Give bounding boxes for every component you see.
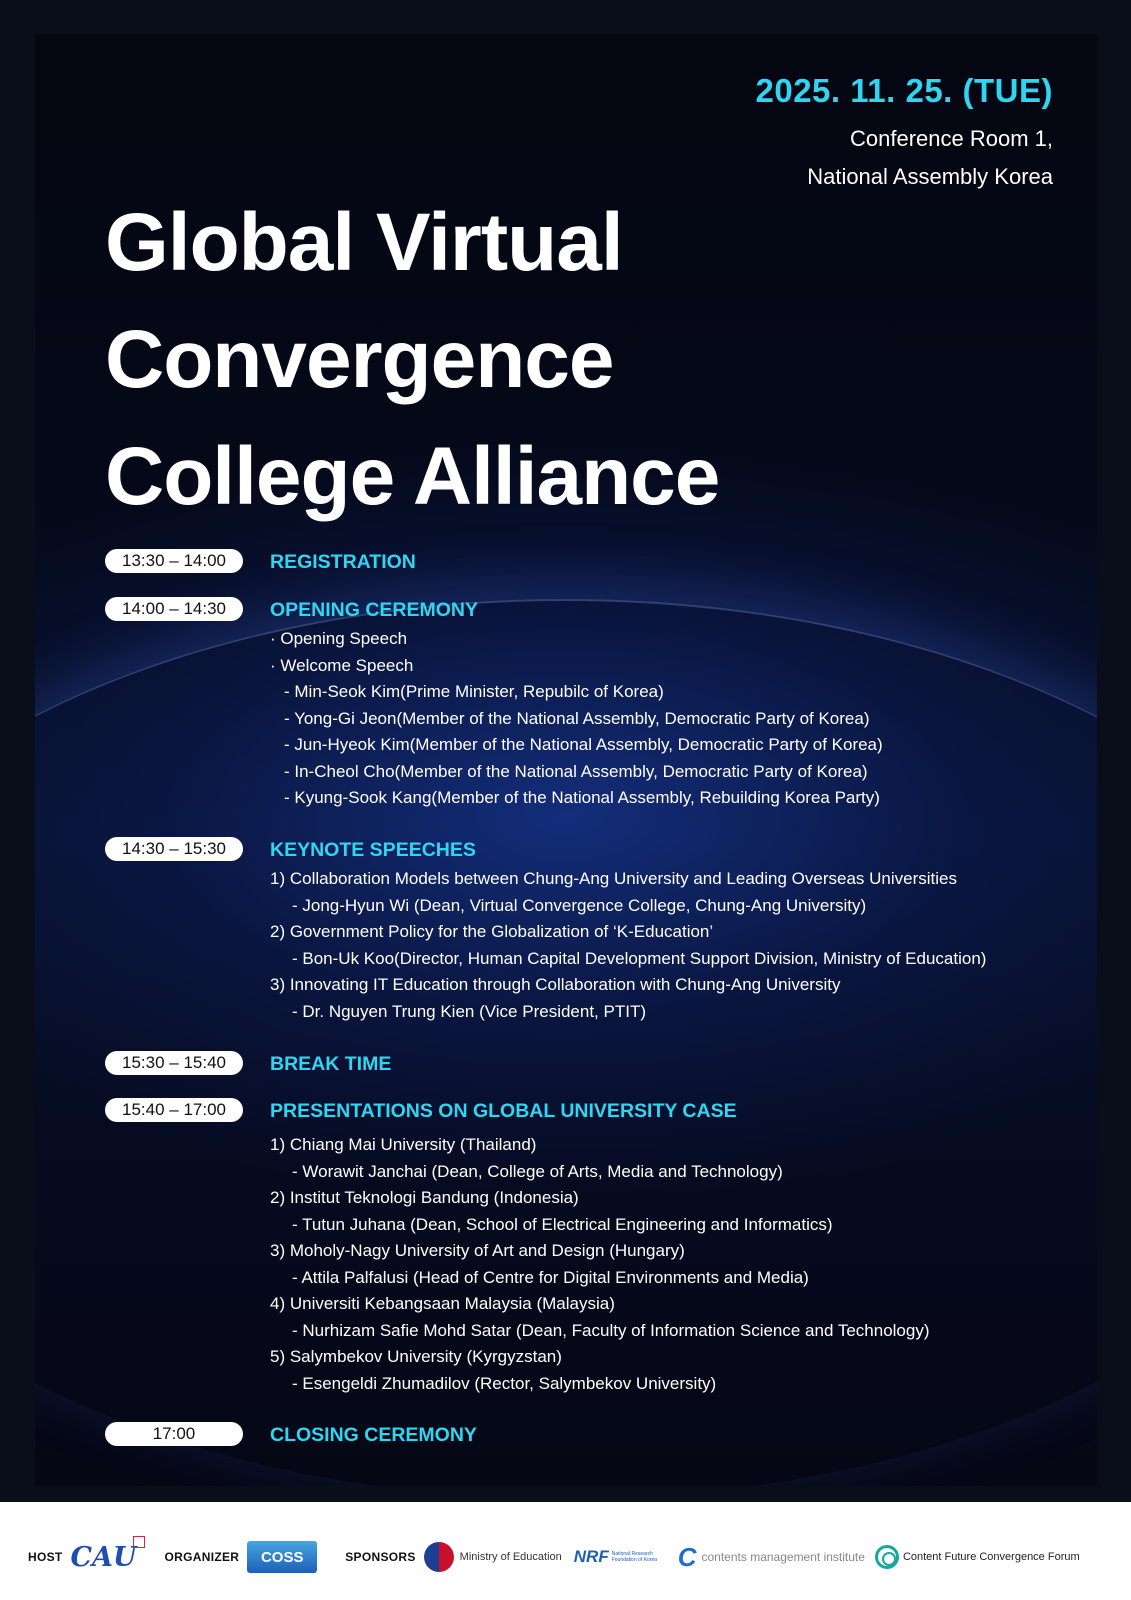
footer-logos [0, 1502, 1131, 1600]
speaker-line: - Jun-Hyeok Kim(Member of the National Assembly, Democratic Party of Korea) [284, 735, 883, 754]
program-line: 4) Universiti Kebangsaan Malaysia (Malaysia) [270, 1294, 615, 1313]
session-title: OPENING CEREMONY [270, 599, 479, 621]
event-venue [807, 120, 1053, 196]
speaker-line: - Yong-Gi Jeon(Member of the National Assembly, Democratic Party of Korea) [284, 708, 870, 728]
organizer-label: ORGANIZER [164, 1550, 240, 1564]
cau-logo-text: CAU [70, 1541, 137, 1573]
cau-logo [71, 1542, 137, 1573]
speaker-line: - Kyung-Sook Kang(Member of the National Assembly, Rebuilding Korea Party) [284, 788, 880, 807]
sponsor-ministry-of-education: Ministry of Education [459, 1551, 562, 1563]
program-line: 1) Chiang Mai University (Thailand) [270, 1135, 537, 1154]
speaker-line: - Dr. Nguyen Trung Kien (Vice President, PTIT) [292, 1001, 646, 1021]
program-line: · Opening Speech [270, 629, 408, 648]
cff-logo-icon [875, 1545, 899, 1569]
session-time: 13:30 – 14:00 [105, 549, 243, 573]
session-registration [105, 549, 416, 575]
venue-line-1: Conference Room 1, [850, 126, 1053, 151]
korea-emblem-icon [424, 1542, 454, 1572]
sponsors-label: SPONSORS [345, 1550, 416, 1564]
program-line: · Welcome Speech [270, 655, 414, 675]
speaker-line: - Attila Palfalusi (Head of Centre for Digital Environments and Media) [292, 1267, 809, 1287]
program-line: 1) Collaboration Models between Chung-Ang University and Leading Overseas Universities [270, 869, 957, 888]
speaker-line: - Bon-Uk Koo(Director, Human Capital Development Support Division, Ministry of Education) [292, 948, 987, 968]
session-title: CLOSING CEREMONY [270, 1424, 477, 1446]
session-time: 15:30 – 15:40 [105, 1051, 243, 1075]
program-line: 5) Salymbekov University (Kyrgyzstan) [270, 1347, 562, 1366]
title-line-3: College Alliance [105, 431, 720, 522]
cmi-logo-icon: C [677, 1541, 697, 1572]
session-time: 15:40 – 17:00 [105, 1098, 243, 1122]
session-presentations [105, 1098, 930, 1397]
session-time: 17:00 [105, 1422, 243, 1446]
program-line: 2) Institut Teknologi Bandung (Indonesia) [270, 1188, 579, 1207]
speaker-line: - In-Cheol Cho(Member of the National Assembly, Democratic Party of Korea) [284, 761, 868, 781]
title-line-2: Convergence [105, 314, 614, 405]
venue-line-2: National Assembly Korea [807, 164, 1053, 189]
sponsor-nrf-logo: NRF [573, 1547, 609, 1566]
title-line-1: Global Virtual [105, 197, 623, 288]
program-line: 3) Moholy-Nagy University of Art and Design (Hungary) [270, 1241, 685, 1260]
speaker-line: - Tutun Juhana (Dean, School of Electrical Engineering and Informatics) [292, 1214, 833, 1234]
sponsor-content-future-convergence-forum: Content Future Convergence Forum [902, 1551, 1080, 1563]
cau-logo-mark [133, 1536, 145, 1548]
host-label: HOST [28, 1550, 63, 1564]
session-break-time [105, 1051, 391, 1077]
session-title: KEYNOTE SPEECHES [270, 839, 476, 861]
session-title: PRESENTATIONS ON GLOBAL UNIVERSITY CASE [270, 1100, 737, 1122]
session-closing-ceremony [105, 1422, 477, 1448]
speaker-line: - Min-Seok Kim(Prime Minister, Repubilc of Korea) [284, 682, 664, 701]
session-keynote-speeches [105, 837, 986, 1025]
program-line: 3) Innovating IT Education through Collaboration with Chung-Ang University [270, 975, 841, 994]
coss-logo: COSS [247, 1541, 317, 1573]
event-title [105, 184, 719, 535]
session-title: REGISTRATION [270, 551, 416, 573]
poster [35, 34, 1097, 1486]
session-opening-ceremony [105, 597, 883, 812]
sponsor-contents-management-institute: contents management institute [701, 1550, 865, 1564]
session-time: 14:00 – 14:30 [105, 597, 243, 621]
speaker-line: - Nurhizam Safie Mohd Satar (Dean, Faculty of Information Science and Technology) [292, 1320, 930, 1340]
speaker-line: - Worawit Janchai (Dean, College of Arts, Media and Technology) [292, 1161, 783, 1181]
session-title: BREAK TIME [270, 1053, 392, 1075]
speaker-line: - Jong-Hyun Wi (Dean, Virtual Convergence College, Chung-Ang University) [292, 895, 867, 915]
event-date: 2025. 11. 25. (TUE) [755, 72, 1053, 109]
sponsor-nrf-name: National Research Foundation of Korea [611, 1551, 658, 1563]
session-time: 14:30 – 15:30 [105, 837, 243, 861]
program-line: 2) Government Policy for the Globalization of ‘K-Education’ [270, 922, 714, 941]
speaker-line: - Esengeldi Zhumadilov (Rector, Salymbekov University) [292, 1373, 717, 1393]
